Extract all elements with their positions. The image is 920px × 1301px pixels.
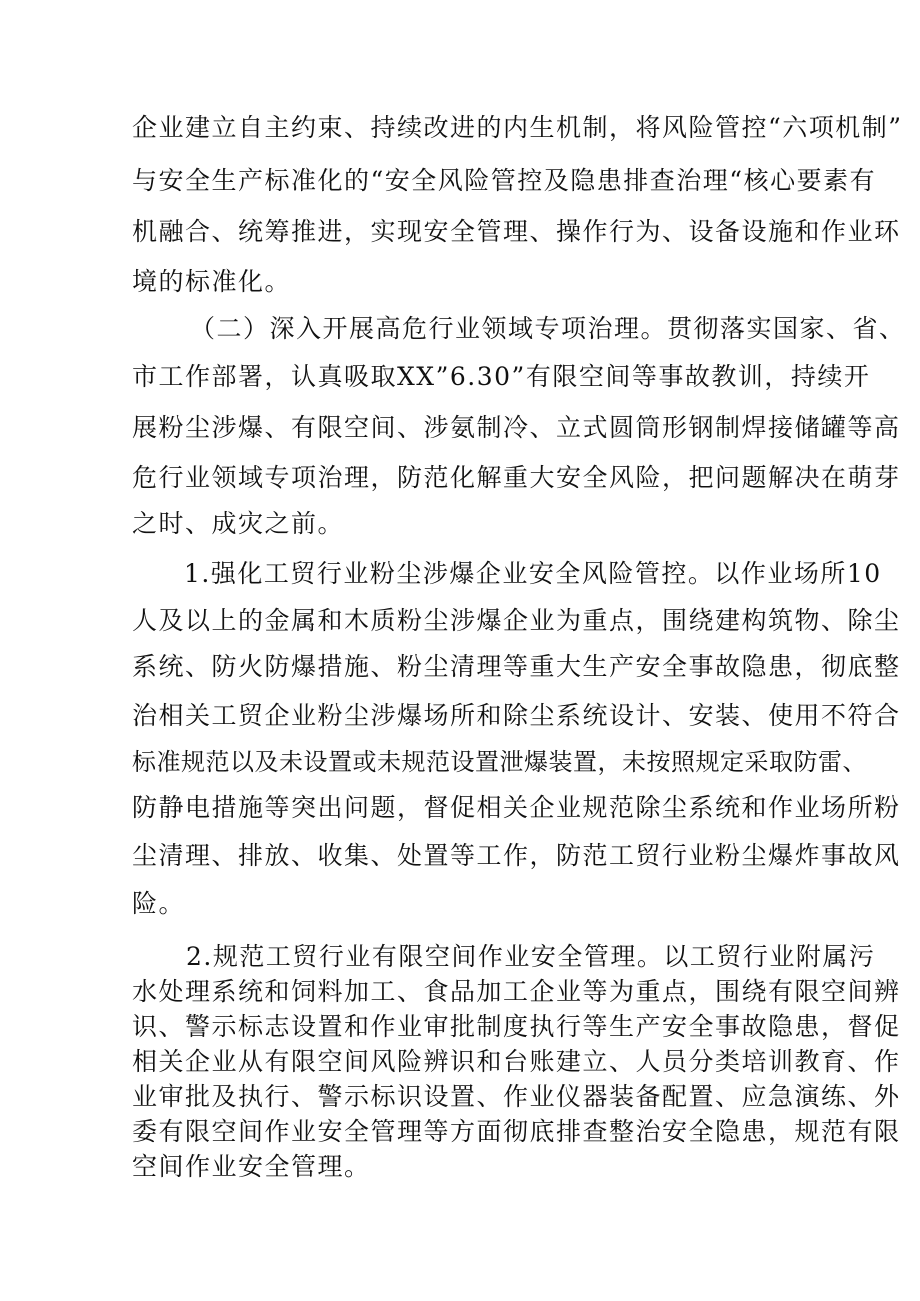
paragraph-1-line-3: 机融合、统筹推进，实现安全管理、操作行为、设备设施和作业环 [132,217,901,246]
paragraph-3-line-5: 标准规范以及未设置或未规范设置泄爆装置，未按照规定采取防雷、 [132,748,867,776]
paragraph-1-line-2: 与安全生产标准化的“安全风险管控及隐患排查治理“核心要素有 [132,166,877,195]
paragraph-4-line-4: 相关企业从有限空间风险辨识和台账建立、人员分类培训教育、作 [132,1047,901,1076]
paragraph-2-line-1: （二）深入开展高危行业领域专项治理。贯彻落实国家、省、 [190,314,906,343]
paragraph-4-line-7: 空间作业安全管理。 [132,1152,371,1181]
paragraph-3-line-7: 尘清理、排放、收集、处置等工作，防范工贸行业粉尘爆炸事故风 [132,841,901,870]
paragraph-3-line-4: 治相关工贸企业粉尘涉爆场所和除尘系统设计、安装、使用不符合 [132,701,901,730]
paragraph-3-line-3: 系统、防火防爆措施、粉尘清理等重大生产安全事故隐患，彻底整 [132,652,901,681]
paragraph-2-line-3: 展粉尘涉爆、有限空间、涉氨制冷、立式圆筒形钢制焊接储罐等高 [132,413,901,442]
paragraph-4-line-6: 委有限空间作业安全管理等方面彻底排查整治安全隐患，规范有限 [132,1117,901,1146]
paragraph-4-line-3: 识、警示标志设置和作业审批制度执行等生产安全事故隐患，督促 [132,1012,901,1041]
paragraph-3-line-8: 险。 [132,889,186,918]
paragraph-3-line-6: 防静电措施等突出问题，督促相关企业规范除尘系统和作业场所粉 [132,793,901,822]
paragraph-2-line-5: 之时、成灾之前。 [132,509,345,538]
paragraph-3-line-1: 1.强化工贸行业粉尘涉爆企业安全风险管控。以作业场所10 [184,559,882,588]
paragraph-4-line-5: 业审批及执行、警示标识设置、作业仪器装备配置、应急演练、外 [132,1082,901,1111]
paragraph-4-line-1: 2.规范工贸行业有限空间作业安全管理。以工贸行业附属污 [186,942,876,971]
paragraph-1-line-1: 企业建立自主约束、持续改进的内生机制，将风险管控“六项机制” [132,113,903,142]
paragraph-1-line-4: 境的标准化。 [132,267,292,296]
paragraph-4-line-2: 水处理系统和饲料加工、食品加工企业等为重点，围绕有限空间辨 [132,977,901,1006]
paragraph-2-line-2: 市工作部署，认真吸取XX”6.30”有限空间等事故教训，持续开 [132,362,871,391]
paragraph-3-line-2: 人及以上的金属和木质粉尘涉爆企业为重点，围绕建构筑物、除尘 [132,606,901,635]
paragraph-2-line-4: 危行业领域专项治理，防范化解重大安全风险，把问题解决在萌芽 [132,463,901,492]
